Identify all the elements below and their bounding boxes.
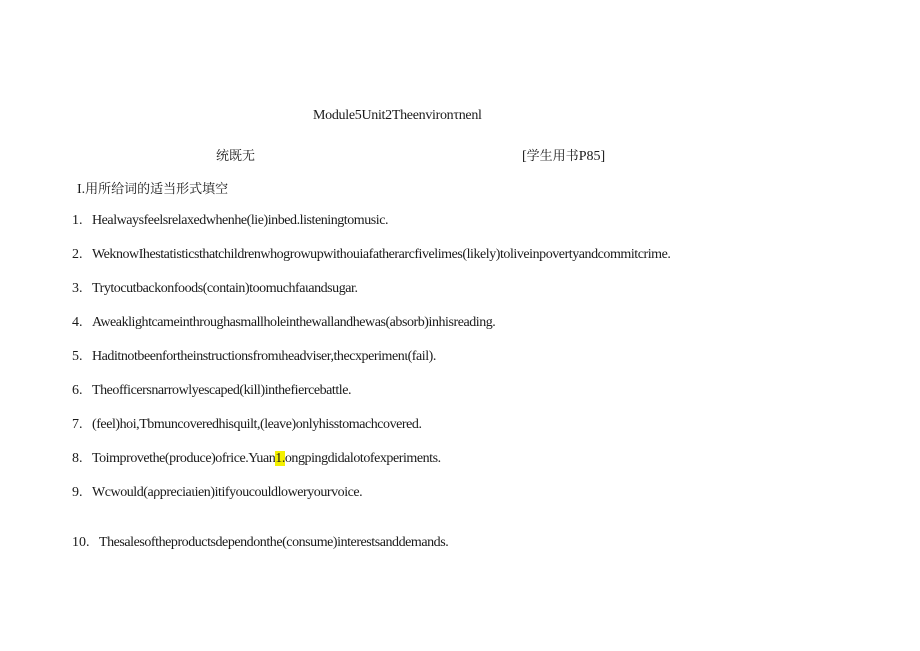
- exercise-item-5: [72, 349, 436, 365]
- item-number: 8.: [72, 451, 83, 466]
- item-text: Thesalesoftheproductsdependonthe(consume)interestsanddemands.: [99, 535, 449, 550]
- item-number: 1.: [72, 213, 83, 228]
- page-title: Module5Unit2Theenvironτnenl: [313, 108, 482, 123]
- item-text-start: Toimprovethe(produce)ofrice.Yuan: [92, 451, 276, 466]
- exercise-item-1: [72, 213, 388, 229]
- bracket-open: [: [522, 149, 527, 164]
- item-text-end: ongpingdidalotofexperiments.: [284, 451, 441, 466]
- exercise-item-10: [72, 535, 448, 551]
- reference-cjk: 学生用书: [526, 149, 579, 164]
- exercise-item-2: [72, 247, 670, 263]
- section-roman: I.: [77, 182, 86, 197]
- item-number: 10.: [72, 535, 90, 550]
- item-text: Theofficersnarrowlyescaped(kill)inthefiercebattle.: [92, 383, 352, 398]
- left-label: 统既无: [216, 149, 256, 164]
- item-text: (feel)hoi,Tbmuncoveredhisquilt,(leave)onlyhisstomachcovered.: [92, 417, 422, 432]
- item-text: Healwaysfeelsrelaxedwhenhe(lie)inbed.listeningtomusic.: [92, 213, 389, 228]
- item-number: 5.: [72, 349, 83, 364]
- highlighted-text: 1.: [275, 451, 285, 466]
- textbook-page-reference: [522, 145, 605, 165]
- item-text: Trytocutbackonfoods(contain)toomuchfaιandsugar.: [92, 281, 358, 296]
- exercise-item-3: [72, 281, 358, 297]
- item-number: 7.: [72, 417, 83, 432]
- exercise-item-4: [72, 315, 495, 331]
- reference-page: P85]: [578, 149, 606, 164]
- exercise-item-6: [72, 383, 351, 399]
- item-number: 2.: [72, 247, 83, 262]
- item-text: Wcwould(aρpreciaιien)itifyoucouldloweryourvoice.: [92, 485, 363, 500]
- item-text: Aweaklightcameinthroughasmallholeinthewallandhewas(absorb)inhisreading.: [92, 315, 496, 330]
- exercise-item-8: [72, 451, 441, 467]
- item-number: 3.: [72, 281, 83, 296]
- item-text: Haditnotbeenfortheinstructionsfromιheadviser,thecxperimenι(fail).: [92, 349, 436, 364]
- exercise-item-9: [72, 485, 362, 501]
- section-instruction: 用所给词的适当形式填空: [85, 182, 229, 197]
- exercise-item-7: [72, 417, 422, 433]
- item-number: 9.: [72, 485, 83, 500]
- section-heading: [77, 178, 228, 198]
- item-text: WeknowIhestatisticsthatchildrenwhogrowupwithouiafatherarcfivelimes(likely)toliveinpovertyandcommitcrime.: [92, 247, 671, 262]
- item-number: 6.: [72, 383, 83, 398]
- item-number: 4.: [72, 315, 83, 330]
